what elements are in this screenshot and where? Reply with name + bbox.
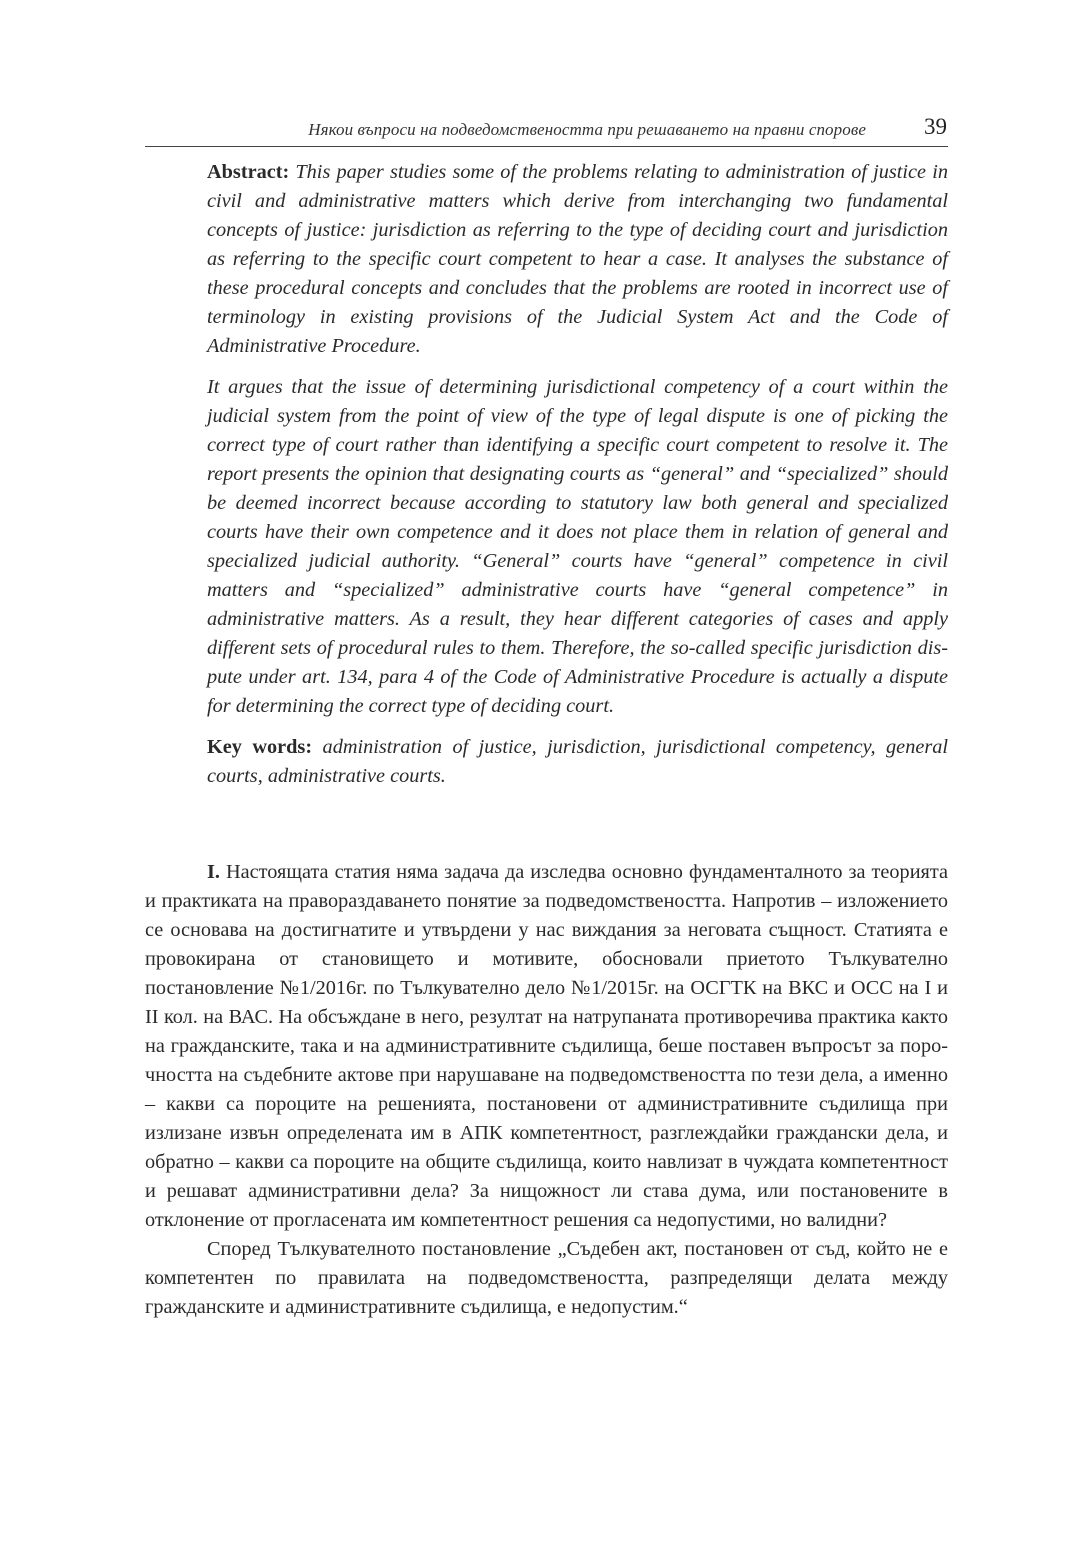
abstract-label: Abstract: bbox=[207, 161, 290, 183]
body-paragraph-2: Според Тълкувателното постановление „Съдебен акт, постановен от съд, който не е компетентен по правилата на подведомствеността, разпределящи делата между гражданските и административните съдилища, е недопустим.“ bbox=[145, 1238, 948, 1318]
body-paragraph-1 bbox=[145, 858, 948, 1235]
abstract-text-1: This paper studies some of the problems relating to administration of justice in civil and administrative matters which derive from interchanging two fundamental concepts of justice: jurisdiction as referring to the type of deciding court and jurisdiction as referring to the specific court competent to hear a case. It analyses the substance of these procedural concepts and concludes that the problems are rooted in incorrect use of terminology in existing provisions of the Judicial System Act and the Code of Administrative Procedure. bbox=[207, 161, 948, 357]
abstract-paragraph-2: It argues that the issue of determining jurisdictional competency of a court within the judicial system from the point of view of the type of legal dispute is one of picking the correct type of court rather than identifying a specific court competent to resolve it. The report presents the opinion that designating courts as “general” and “specialized” should be deemed incorrect because according to statutory law both general and specialized courts have their own competence and it does not place them in relation of general and specialized judicial authority. “General” courts have “general” competence in civil matters and “specialized” administrative courts have “general competence” in administrative matters. As a result, they hear different categories of cases and apply different sets of procedural rules to them. Therefore, the so-called specific jurisdiction dispute under art. 134, para 4 of the Code of Administrative Procedure is actually a dispute for determining the correct type of deciding court. bbox=[207, 376, 948, 717]
keywords-paragraph bbox=[207, 733, 948, 791]
abstract-paragraph-1 bbox=[207, 158, 948, 361]
body-text-1: Настоящата статия няма задача да изследва основно фундаменталното за теорията и практиката на правораздаването понятие за подведомствеността. Напротив – изложението се основава на достигнатите и утвърдени у нас виждания за неговата същност. Статията е провокирана от становището и мотивите, обосновали приетото Тълкувателно постановление №1/2016г. по Тълкувателно дело №1/2015г. на ОСГТК на ВКС и ОСС на I и II кол. на ВАС. На обсъждане в него, резултат на натрупаната противоречива практика както на гражданските, така и на административните съдилища, беше поставен въпросът за порочността на съдебните актове при нарушаване на подведомствеността по тези дела, а именно – какви са пороците на решенията, постановени от административните съдилища при излизане извън определената им в АПК компетентност, разглеждайки граждански дела, и обратно – какви са пороците на общите съдилища, които навлизат в чуждата компетентност и решават административни дела? За нищожност ли става дума, или постановените в отклонение от прогласената им компетентност решения са недопустими, но валидни? bbox=[145, 861, 948, 1231]
body-section bbox=[145, 858, 948, 1322]
keywords-text: administration of justice, jurisdiction, jurisdictional competency, general courts, administrative courts. bbox=[207, 736, 948, 787]
section-marker: I. bbox=[207, 861, 220, 883]
keywords-label: Key words: bbox=[207, 736, 313, 758]
page-number: 39 bbox=[924, 114, 947, 139]
running-title: Някои въпроси на подведомствеността при решаването на правни спорове bbox=[308, 120, 866, 139]
abstract-section bbox=[207, 158, 948, 803]
page-header bbox=[145, 116, 948, 147]
